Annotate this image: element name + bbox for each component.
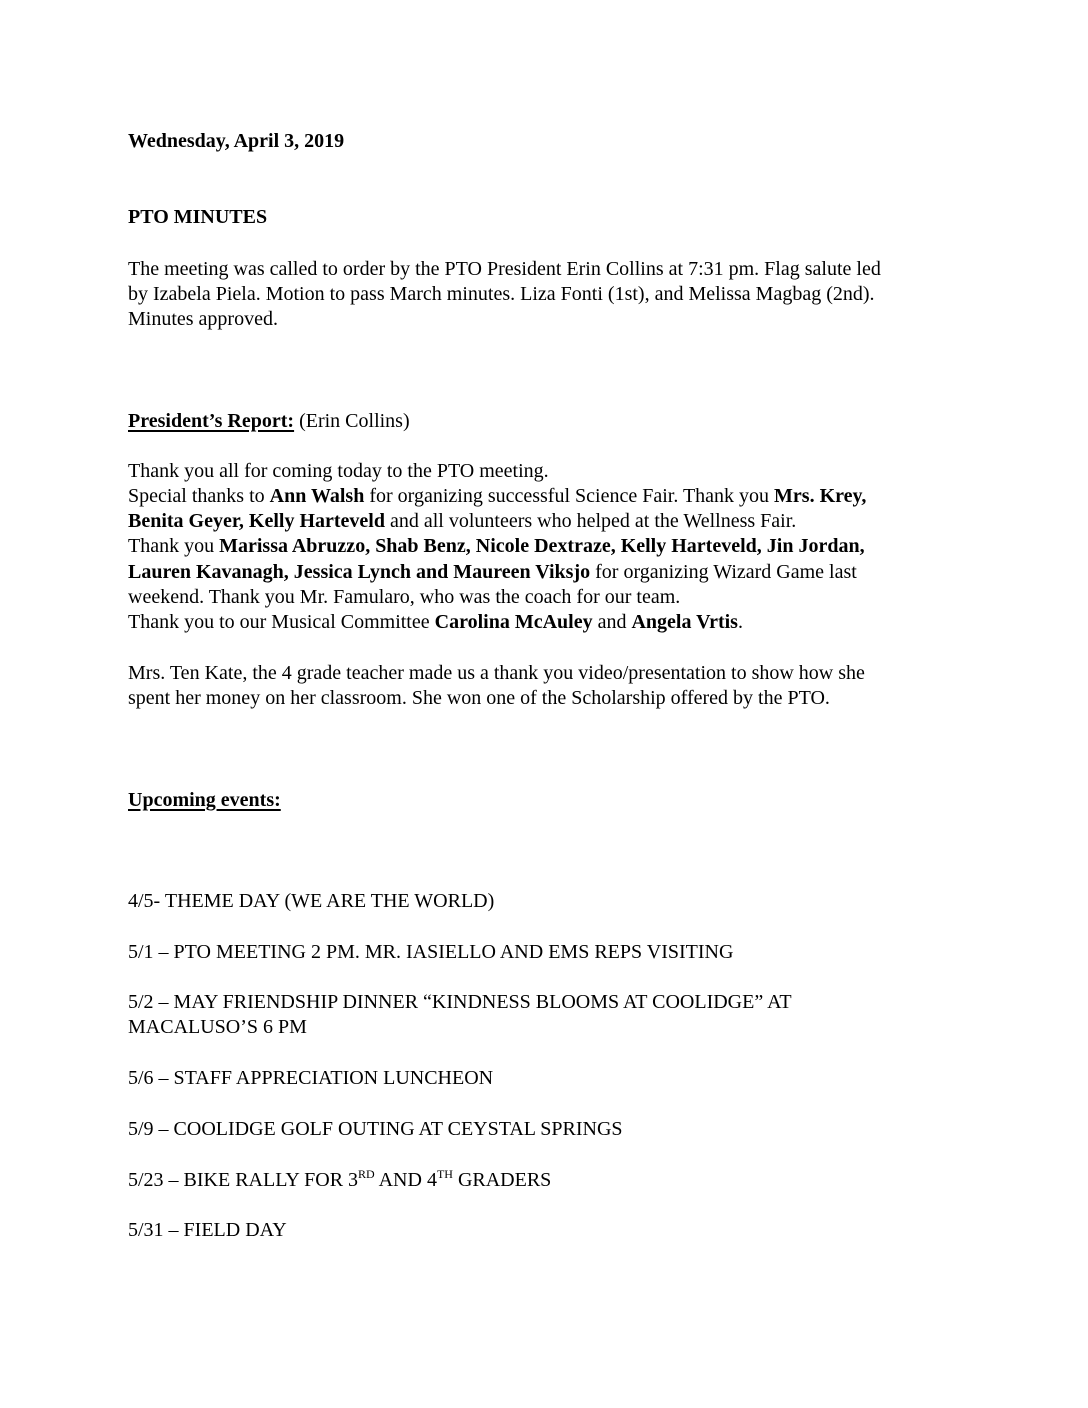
ordinal-suffix: RD [358,1167,375,1181]
report-name-bold: Angela Vrtis [631,611,738,633]
event-item: 5/9 – COOLIDGE GOLF OUTING AT CEYSTAL SPRINGS [128,1118,623,1140]
intro-line: The meeting was called to order by the PTO President Erin Collins at 7:31 pm. Flag salute led [128,258,881,280]
report-name-bold: Lauren Kavanagh, Jessica Lynch and Maureen Viksjo [128,561,591,583]
report-line: Mrs. Ten Kate, the 4 grade teacher made us a thank you video/presentation to show how she [128,662,865,684]
report-line [128,609,743,635]
event-item: 5/2 – MAY FRIENDSHIP DINNER “KINDNESS BLOOMS AT COOLIDGE” AT [128,991,792,1013]
intro-line: by Izabela Piela. Motion to pass March minutes. Liza Fonti (1st), and Melissa Magbag (2nd). [128,283,875,305]
intro-line: Minutes approved. [128,308,278,330]
event-item: 5/1 – PTO MEETING 2 PM. MR. IASIELLO AND EMS REPS VISITING [128,941,734,963]
event-text: 5/23 – BIKE RALLY FOR 3 [128,1169,359,1191]
report-text: . [737,611,743,633]
president-report-author: (Erin Collins) [294,410,410,432]
meeting-date: Wednesday, April 3, 2019 [128,130,345,152]
event-item [128,1167,551,1193]
report-name-bold: Carolina McAuley [434,611,593,633]
document-title: PTO MINUTES [128,206,268,228]
report-text: for organizing successful Science Fair. Thank you [364,485,775,507]
report-text: and [592,611,632,633]
event-text: AND 4 [374,1169,437,1191]
ordinal-suffix: TH [436,1167,453,1181]
event-item: 5/31 – FIELD DAY [128,1219,287,1241]
report-text: and all volunteers who helped at the Wellness Fair. [384,510,797,532]
event-item: 4/5- THEME DAY (WE ARE THE WORLD) [128,890,495,912]
report-line [128,559,857,585]
event-item: MACALUSO’S 6 PM [128,1016,307,1038]
report-text: for organizing Wizard Game last [590,561,857,583]
report-name-bold: Marissa Abruzzo, Shab Benz, Nicole Dextraze, Kelly Harteveld, Jin Jordan, [219,535,865,557]
report-text: Thank you to our Musical Committee [128,611,435,633]
report-line: spent her money on her classroom. She won one of the Scholarship offered by the PTO. [128,687,830,709]
report-line [128,508,796,534]
president-report-heading-line [128,408,410,434]
report-line [128,483,866,509]
upcoming-events-heading: Upcoming events: [128,789,281,811]
report-name-bold: Benita Geyer, Kelly Harteveld [128,510,385,532]
report-name-bold: Ann Walsh [269,485,365,507]
report-line [128,533,865,559]
report-text: Special thanks to [128,485,270,507]
report-line: weekend. Thank you Mr. Famularo, who was the coach for our team. [128,586,681,608]
report-name-bold: Mrs. Krey, [774,485,867,507]
event-item: 5/6 – STAFF APPRECIATION LUNCHEON [128,1067,494,1089]
president-report-heading: President’s Report: [128,410,295,432]
report-text: Thank you [128,535,220,557]
event-text: GRADERS [452,1169,552,1191]
report-line: Thank you all for coming today to the PTO meeting. [128,460,549,482]
